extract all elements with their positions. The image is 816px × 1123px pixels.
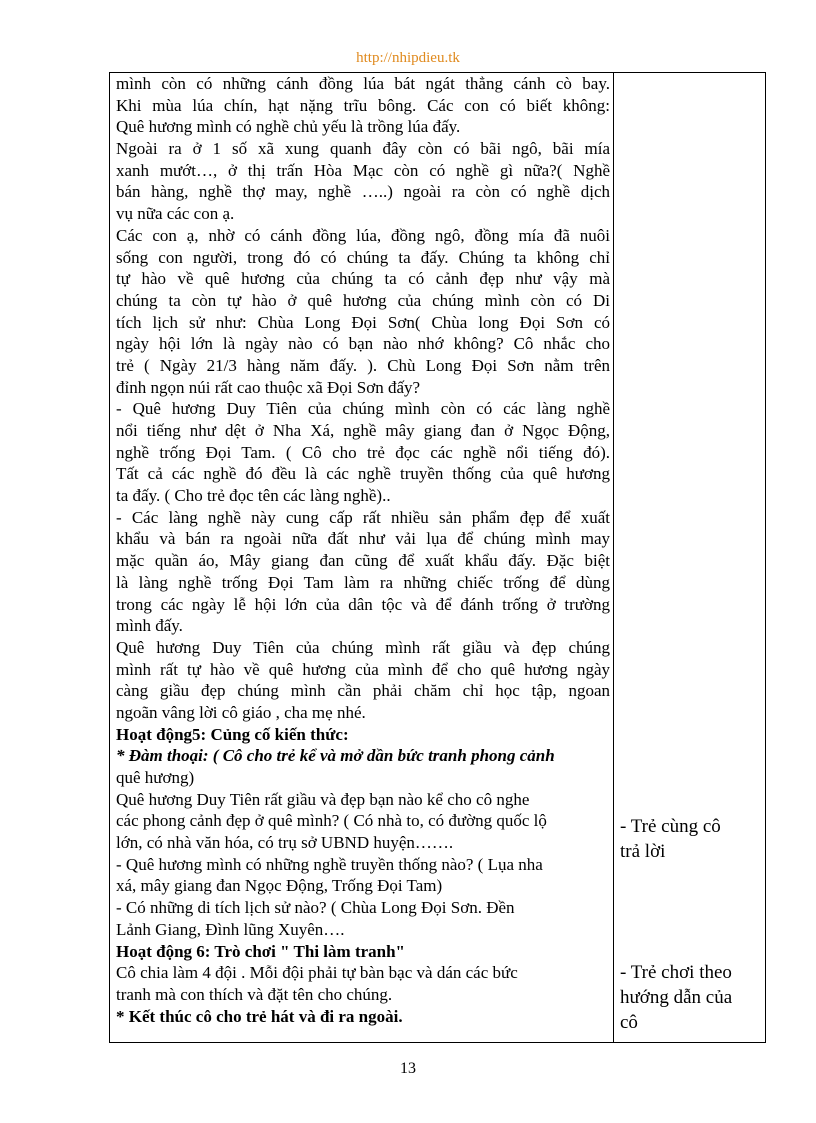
text-line: đỉnh ngọn núi rất cao thuộc xã Đọi Sơn đấy? [116, 377, 421, 397]
text-line: xanh mướt…, ở thị trấn Hòa Mạc còn có nghề gì nữa?( Nghề [116, 160, 610, 180]
text-line: Tất cả các nghề đó đều là các nghề truyền thống của quê hương [116, 464, 610, 484]
text-line: * Đàm thoại: ( Cô cho trẻ kể và mở dần bức tranh phong cảnh [116, 746, 555, 766]
text-line: càng giầu đẹp chúng mình cần phải chăm chỉ học tập, ngoan [116, 681, 610, 701]
text-line: Hoạt động 6: Trò chơi " Thi làm tranh" [116, 941, 405, 961]
page-number: 13 [400, 1060, 416, 1077]
text-line: là làng nghề trống Đọi Tam làm ra những chiếc trống để dùng [116, 572, 610, 592]
teacher-activity-column [116, 73, 610, 1027]
text-line: trẻ ( Ngày 21/3 hàng năm đấy. ). Chù Long Đọi Sơn nằm trên [116, 355, 610, 375]
text-line: sống con người, trong đó có chúng ta đấy. Chúng ta không chỉ [116, 247, 610, 267]
note-line: - Trẻ cùng cô [620, 816, 721, 837]
text-line: trong các ngày lễ hội lớn của dân tộc và để đánh trống ở trường [116, 594, 610, 614]
text-line: mình còn có những cánh đồng lúa bát ngát thẳng cánh cò bay. [116, 74, 610, 93]
child-activity-note-2 [620, 960, 765, 1035]
text-line: Lảnh Giang, Đình lũng Xuyên…. [116, 919, 345, 939]
text-line: Quê hương Duy Tiên rất giầu và đẹp bạn nào kể cho cô nghe [116, 789, 530, 809]
text-line: Hoạt động5: Củng cố kiến thức: [116, 724, 349, 744]
text-line: Cô chia làm 4 đội . Mỗi đội phải tự bàn bạc và dán các bức [116, 963, 518, 983]
text-line: bán hàng, nghề thợ may, nghề …..) ngoài ra còn có nghề dịch [116, 182, 610, 202]
note-line: - Trẻ chơi theo [620, 962, 732, 983]
text-line: mình rất tự hào về quê hương của mình để cho quê hương ngày [116, 659, 610, 679]
note-line: hướng dẫn của [620, 987, 733, 1008]
text-line: Các con ạ, nhờ có cánh đồng lúa, đồng ngô, đồng mía đã nuôi [116, 225, 610, 245]
text-line: Ngoài ra ở 1 số xã xung quanh đây còn có bãi ngô, bãi mía [116, 139, 610, 159]
column-divider [613, 73, 614, 1042]
text-line: - Có những di tích lịch sử nào? ( Chùa Long Đọi Sơn. Đền [116, 898, 515, 918]
text-line: Khi mùa lúa chín, hạt nặng trĩu bông. Các con có biết không: [116, 95, 610, 115]
text-line: tự hào về quê hương của chúng ta có cảnh đẹp như vậy mà [116, 269, 610, 289]
text-line: * Kết thúc cô cho trẻ hát và đi ra ngoài. [116, 1006, 403, 1026]
text-line: ngày hội lớn là ngày nào có bạn nào nhớ không? Cô nhắc cho [116, 334, 610, 354]
text-line: ta đấy. ( Cho trẻ đọc tên các làng nghề).. [116, 486, 391, 506]
text-line: ngoãn vâng lời cô giáo , cha mẹ nhé. [116, 702, 366, 722]
text-line: - Các làng nghề này cung cấp rất nhiều sản phẩm đẹp để xuất [116, 507, 610, 527]
text-line: vụ nữa các con ạ. [116, 204, 235, 224]
note-line: cô [620, 1012, 638, 1033]
site-url-header[interactable]: http://nhipdieu.tk [356, 50, 460, 66]
text-line: chúng ta còn tự hào ở quê hương của chúng mình còn có Di [116, 290, 610, 310]
text-line: mình đấy. [116, 616, 183, 636]
text-line: Quê hương mình có nghề chủ yếu là trồng lúa đấy. [116, 117, 461, 137]
text-line: khẩu và bán ra ngoài nữa đất như vải lụa để chúng mình may [116, 529, 610, 549]
text-line: - Quê hương Duy Tiên của chúng mình còn có các làng nghề [116, 399, 610, 419]
text-line: quê hương) [116, 768, 195, 787]
text-line: xá, mây giang đan Ngọc Động, Trống Đọi Tam) [116, 876, 443, 896]
text-line: tranh mà con thích và đặt tên cho chúng. [116, 984, 393, 1004]
text-line: - Quê hương mình có những nghề truyền thống nào? ( Lụa nha [116, 854, 543, 874]
text-line: nổi tiếng như dệt ở Nha Xá, nghề mây giang đan ở Ngọc Động, [116, 421, 610, 440]
lesson-table [109, 72, 766, 1043]
text-line: tích lịch sử như: Chùa Long Đọi Sơn( Chùa long Đọi Sơn có [116, 312, 610, 332]
child-activity-note-1 [620, 814, 765, 864]
text-line: nghề trống Đọi Tam. ( Cô cho trẻ đọc các nghề nổi tiếng đó). [116, 442, 610, 462]
text-line: mặc quần áo, Mây giang đan cũng để xuất khẩu đấy. Đặc biệt [116, 551, 610, 571]
text-line: các phong cảnh đẹp ở quê mình? ( Có nhà to, có đường quốc lộ [116, 811, 547, 831]
note-line: trả lời [620, 841, 666, 862]
text-line: Quê hương Duy Tiên của chúng mình rất giầu và đẹp chúng [116, 637, 610, 657]
text-line: lớn, có nhà văn hóa, có trụ sở UBND huyện……. [116, 833, 454, 853]
